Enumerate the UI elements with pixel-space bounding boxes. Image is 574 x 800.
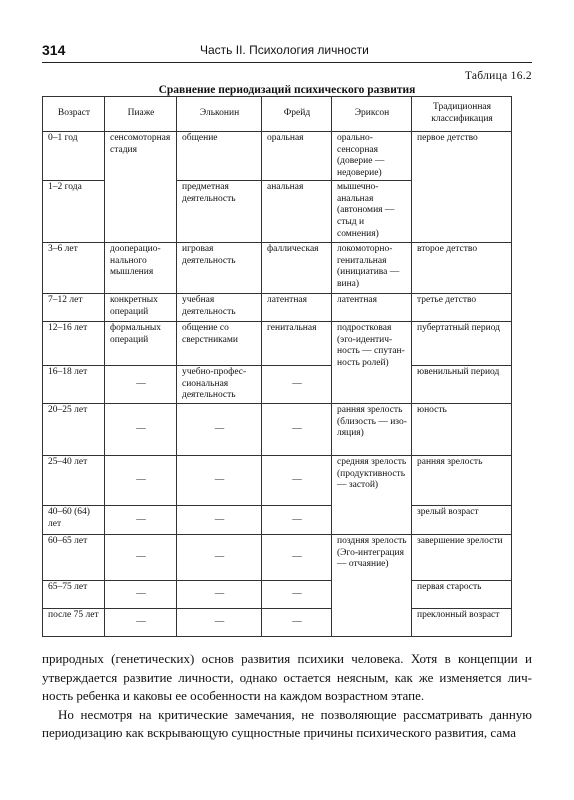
column-header: Эльконин	[177, 97, 262, 132]
table-row	[43, 506, 512, 535]
traditional-cell: ювенильный период	[412, 366, 512, 404]
age-cell: 1–2 года	[43, 181, 105, 243]
freud-cell: —	[262, 404, 332, 456]
freud-cell: —	[262, 506, 332, 535]
age-cell: 65–75 лет	[43, 581, 105, 609]
column-header: Традиционная классификация	[412, 97, 512, 132]
piaget-cell: —	[105, 581, 177, 609]
page-number: 314	[42, 42, 66, 58]
column-header: Фрейд	[262, 97, 332, 132]
freud-cell: —	[262, 581, 332, 609]
age-cell: 20–25 лет	[43, 404, 105, 456]
table-row	[43, 294, 512, 322]
traditional-cell: пубертатный период	[412, 322, 512, 366]
piaget-cell: —	[105, 456, 177, 506]
piaget-cell: сенсомоторная стадия	[105, 132, 177, 243]
age-cell: 60–65 лет	[43, 535, 105, 581]
freud-cell: анальная	[262, 181, 332, 243]
age-cell: 25–40 лет	[43, 456, 105, 506]
erikson-cell: поздняя зрелость (Эго-интеграция — отчаяние)	[332, 535, 412, 637]
freud-cell: оральная	[262, 132, 332, 181]
elkonin-cell: —	[177, 404, 262, 456]
traditional-cell: завершение зрелости	[412, 535, 512, 581]
erikson-cell: подростковая (эго-идентичность — спутанность ролей)	[332, 322, 412, 404]
table-row	[43, 581, 512, 609]
piaget-cell: дооперационального мышления	[105, 243, 177, 294]
page-header	[42, 40, 532, 63]
piaget-cell: —	[105, 404, 177, 456]
piaget-cell: —	[105, 609, 177, 637]
traditional-cell: третье детство	[412, 294, 512, 322]
table-row	[43, 366, 512, 404]
freud-cell: латентная	[262, 294, 332, 322]
elkonin-cell: —	[177, 609, 262, 637]
periodization-table	[42, 96, 512, 637]
freud-cell: генитальная	[262, 322, 332, 366]
table-header-row	[43, 97, 512, 132]
table-row	[43, 404, 512, 456]
freud-cell: —	[262, 535, 332, 581]
table-row	[43, 132, 512, 181]
age-cell: 16–18 лет	[43, 366, 105, 404]
erikson-cell: мышечно-анальная (автономия — стыд и сомнения)	[332, 181, 412, 243]
traditional-cell: ранняя зрелость	[412, 456, 512, 506]
age-cell: 7–12 лет	[43, 294, 105, 322]
elkonin-cell: игровая деятельность	[177, 243, 262, 294]
elkonin-cell: —	[177, 456, 262, 506]
erikson-cell: локомоторно-генитальная (инициатива — вина)	[332, 243, 412, 294]
traditional-cell: первая старость	[412, 581, 512, 609]
table-label: Таблица 16.2	[464, 70, 532, 82]
elkonin-cell: учебно-профессиональная деятельность	[177, 366, 262, 404]
running-head: Часть II. Психология личности	[200, 43, 369, 57]
piaget-cell: формальных операций	[105, 322, 177, 366]
piaget-cell: —	[105, 535, 177, 581]
freud-cell: —	[262, 609, 332, 637]
elkonin-cell: —	[177, 581, 262, 609]
freud-cell: —	[262, 456, 332, 506]
table-row	[43, 456, 512, 506]
erikson-cell: ранняя зрелость (близость — изоляция)	[332, 404, 412, 456]
erikson-cell: средняя зрелость (продуктивность — застой)	[332, 456, 412, 535]
table-row	[43, 322, 512, 366]
freud-cell: —	[262, 366, 332, 404]
traditional-cell: преклонный возраст	[412, 609, 512, 637]
erikson-cell: латентная	[332, 294, 412, 322]
elkonin-cell: предметная деятельность	[177, 181, 262, 243]
erikson-cell: орально-сенсорная (доверие — недоверие)	[332, 132, 412, 181]
piaget-cell: —	[105, 366, 177, 404]
traditional-cell: зрелый возраст	[412, 506, 512, 535]
table-row	[43, 609, 512, 637]
age-cell: 3–6 лет	[43, 243, 105, 294]
age-cell: 12–16 лет	[43, 322, 105, 366]
elkonin-cell: —	[177, 535, 262, 581]
age-cell: 0–1 год	[43, 132, 105, 181]
column-header: Пиаже	[105, 97, 177, 132]
body-paragraph: Но несмотря на критические замечания, не позволяющие рассматривать данную периодизацию как вскрывающую сущностные причины психического развития, сама	[42, 706, 532, 740]
column-header: Возраст	[43, 97, 105, 132]
table-row	[43, 535, 512, 581]
piaget-cell: конкретных операций	[105, 294, 177, 322]
table-row	[43, 243, 512, 294]
column-header: Эриксон	[332, 97, 412, 132]
elkonin-cell: общение со сверстниками	[177, 322, 262, 366]
elkonin-cell: учебная деятельность	[177, 294, 262, 322]
body-paragraph: природных (генетических) основ развития психики человека. Хотя в концепции и утверждается развитие личности, однако остается неясным, как же изменяется личность ребенка и каковы ее особенности на каждом возрастном этапе.	[42, 651, 532, 703]
piaget-cell: —	[105, 506, 177, 535]
table-title: Сравнение периодизаций психического развития	[158, 84, 416, 96]
traditional-cell: первое детство	[412, 132, 512, 243]
freud-cell: фаллическая	[262, 243, 332, 294]
elkonin-cell: —	[177, 506, 262, 535]
traditional-cell: юность	[412, 404, 512, 456]
elkonin-cell: общение	[177, 132, 262, 181]
age-cell: 40–60 (64) лет	[43, 506, 105, 535]
age-cell: после 75 лет	[43, 609, 105, 637]
traditional-cell: второе детство	[412, 243, 512, 294]
body-text	[42, 650, 532, 743]
